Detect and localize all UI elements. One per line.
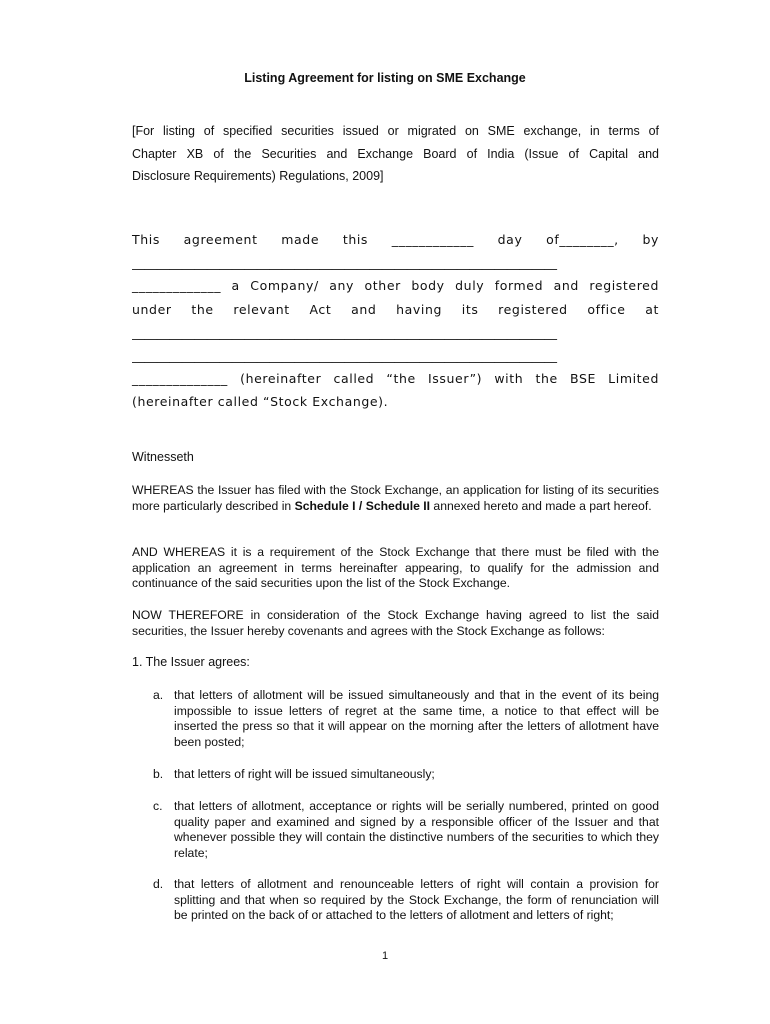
parties-paragraph <box>132 228 659 414</box>
clause-text: that letters of right will be issued simultaneously; <box>174 767 435 781</box>
clause-letter: b. <box>153 767 164 781</box>
clause-text: that letters of allotment will be issued simultaneously and that in the event of its being impossible to issue letters of regret at the same time, a notice to that effect will be inserted the press so that it will appear on the morning after the letters of allotment have been posted; <box>174 688 659 750</box>
intro-line: Disclosure Requirements) Regulations, 2009] <box>132 169 384 183</box>
blank-rule: ____________________________________________________________________ <box>132 348 557 364</box>
intro-paragraph <box>132 120 659 188</box>
and-whereas-paragraph: AND WHEREAS it is a requirement of the Stock Exchange that there must be filed with the application an agreement in terms hereinafter appearing, to qualify for the admission and continuance of the said securities upon the list of the Stock Exchange. <box>132 545 659 591</box>
clause-1: 1. The Issuer agrees: <box>132 655 250 669</box>
clause-letter: a. <box>153 688 164 702</box>
whereas-text: WHEREAS the Issuer has filed with the Stock Exchange, an application for listing of its securities more particularly described in <box>132 483 659 513</box>
clause-letter: c. <box>153 799 163 813</box>
document-title: Listing Agreement for listing on SME Exchange <box>244 71 526 85</box>
clause-1a <box>153 688 659 751</box>
witnesseth-heading: Witnesseth <box>132 450 194 464</box>
clause-1b <box>153 767 659 783</box>
clause-letter: d. <box>153 877 164 891</box>
parties-line: This agreement made this ____________ day of________, by <box>132 232 659 247</box>
whereas-text-end: annexed hereto and made a part hereof. <box>430 498 652 513</box>
clause-text: that letters of allotment and renounceable letters of right will contain a provision for splitting and that when so required by the Stock Exchange, the form of renunciation will be printed on the back of or attached to the letters of allotment and letters of right; <box>174 877 659 923</box>
clause-1c <box>153 799 659 862</box>
clause-1d <box>153 877 659 924</box>
intro-line: Chapter XB of the Securities and Exchange Board of India (Issue of Capital and <box>132 146 659 161</box>
parties-line: (hereinafter called “Stock Exchange). <box>132 394 389 410</box>
blank-rule: ____________________________________________________________________ <box>132 324 557 340</box>
now-therefore-paragraph: NOW THEREFORE in consideration of the Stock Exchange having agreed to list the said securities, the Issuer hereby covenants and agrees with the Stock Exchange as follows: <box>132 608 659 638</box>
schedule-reference: Schedule I / Schedule II <box>294 498 431 513</box>
whereas-paragraph <box>132 483 659 514</box>
clause-text: that letters of allotment, acceptance or rights will be serially numbered, printed on good quality paper and examined and signed by a responsible officer of the Issuer and that whenever possible they will contain the distinctive numbers of the securities to which they relate; <box>174 799 659 861</box>
intro-line: [For listing of specified securities issued or migrated on SME exchange, in terms of <box>132 124 659 138</box>
parties-line: ______________ (hereinafter called “the Issuer”) with the BSE Limited <box>132 371 659 387</box>
blank-rule: ____________________________________________________________________ <box>132 255 557 271</box>
parties-line: _____________ a Company/ any other body duly formed and registered <box>132 278 659 294</box>
page-number: 1 <box>381 950 389 962</box>
parties-line: under the relevant Act and having its registered office at <box>132 301 659 317</box>
